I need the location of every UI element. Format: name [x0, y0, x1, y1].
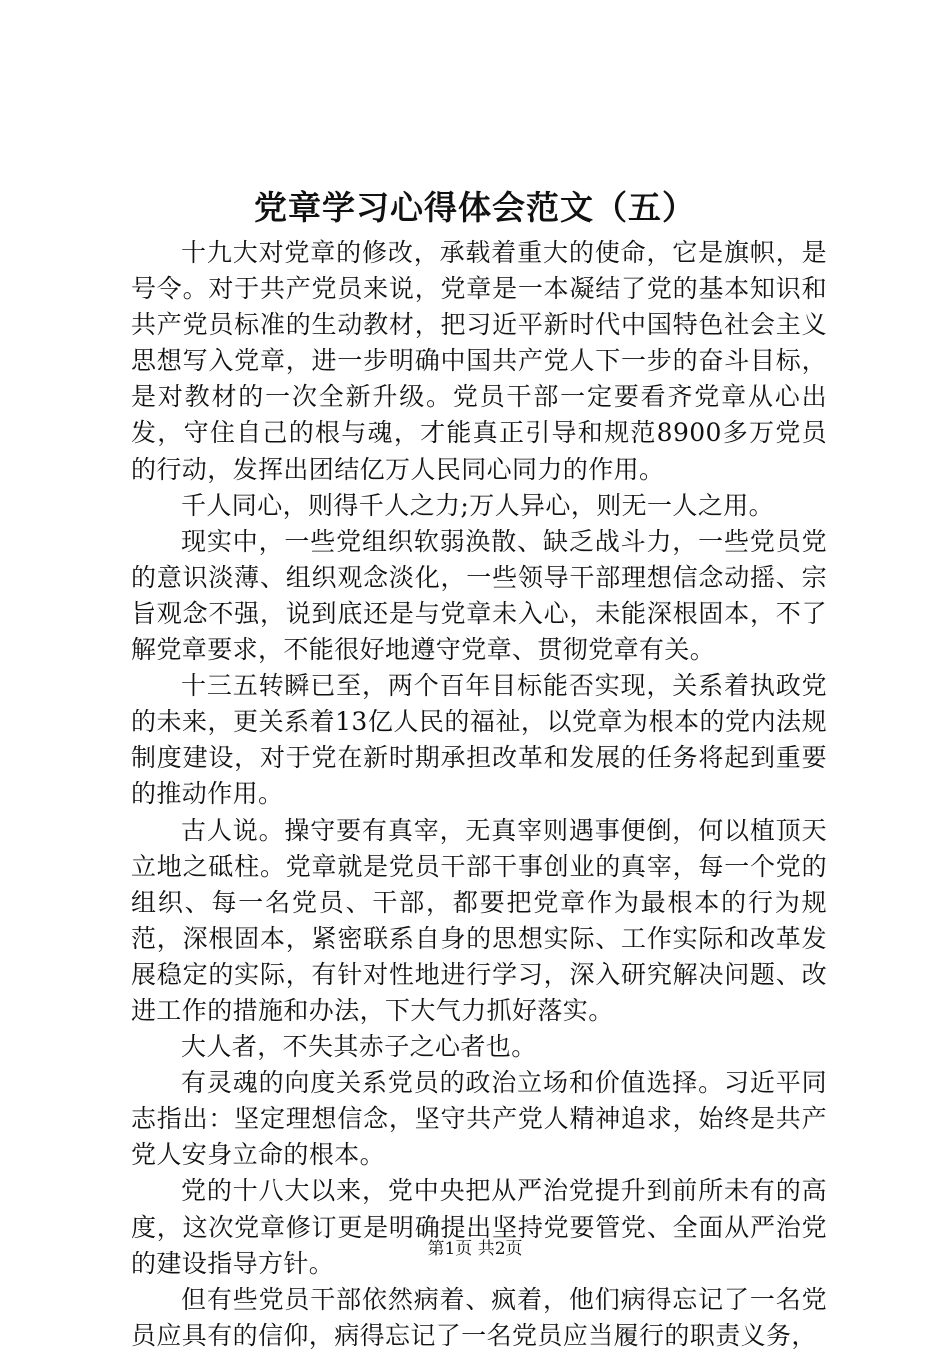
document-title: 党章学习心得体会范文（五）	[254, 188, 696, 227]
paragraph: 现实中，一些党组织软弱涣散、缺乏战斗力，一些党员党的意识淡薄、组织观念淡化，一些领导干部理想信念动摇、宗旨观念不强，说到底还是与党章未入心，未能深根固本，不了解党章要求，不能很好地遵守党章、贯彻党章有关。	[131, 526, 827, 665]
paragraph: 但有些党员干部依然病着、疯着，他们病得忘记了一名党员应具有的信仰，病得忘记了一名党员应当履行的职责义务，	[131, 1284, 827, 1350]
paragraph: 千人同心，则得千人之力;万人异心，则无一人之用。	[181, 490, 775, 520]
paragraph: 党的十八大以来，党中央把从严治党提升到前所未有的高度，这次党章修订更是明确提出坚持党要管党、全面从严治党的建设指导方针。	[131, 1176, 827, 1278]
document-body	[131, 235, 827, 1354]
paragraph: 大人者，不失其赤子之心者也。	[181, 1032, 537, 1062]
paragraph: 有灵魂的向度关系党员的政治立场和价值选择。习近平同志指出：坚定理想信念，坚守共产党人精神追求，始终是共产党人安身立命的根本。	[131, 1068, 827, 1170]
paragraph: 古人说。操守要有真宰，无真宰则遇事便倒，何以植顶天立地之砥柱。党章就是党员干部干事创业的真宰，每一个党的组织、每一名党员、干部，都要把党章作为最根本的行为规范，深根固本，紧密联系自身的思想实际、工作实际和改革发展稳定的实际，有针对性地进行学习，深入研究解决问题、改进工作的措施和办法，下大气力抓好落实。	[131, 815, 827, 1025]
page-footer: 第1页 共2页	[427, 1239, 523, 1259]
paragraph: 十九大对党章的修改，承载着重大的使命，它是旗帜，是号令。对于共产党员来说，党章是一本凝结了党的基本知识和共产党员标准的生动教材，把习近平新时代中国特色社会主义思想写入党章，进一步明确中国共产党人下一步的奋斗目标，是对教材的一次全新升级。党员干部一定要看齐党章从心出发，守住自己的根与魂，才能真正引导和规范8900多万党员的行动，发挥出团结亿万人民同心同力的作用。	[131, 238, 827, 484]
paragraph: 十三五转瞬已至，两个百年目标能否实现，关系着执政党的未来，更关系着13亿人民的福祉，以党章为根本的党内法规制度建设，对于党在新时期承担改革和发展的任务将起到重要的推动作用。	[131, 671, 827, 809]
